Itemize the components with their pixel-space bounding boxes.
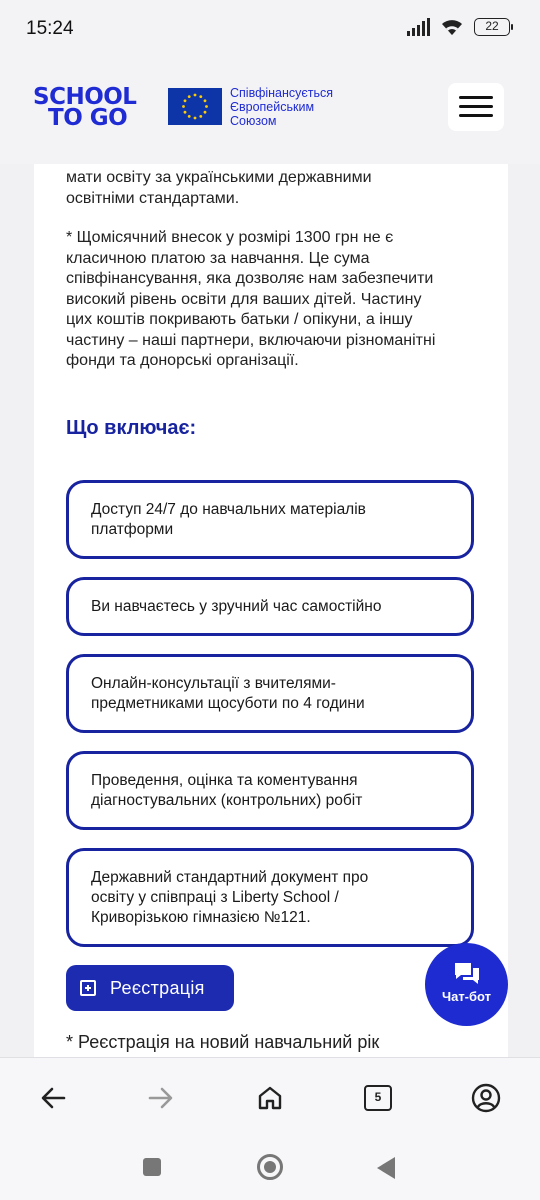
text-line: фонди та донорські організації. xyxy=(66,352,299,369)
tabs-button[interactable] xyxy=(360,1080,396,1116)
wifi-icon xyxy=(440,18,464,36)
feature-card xyxy=(66,577,474,636)
profile-button[interactable] xyxy=(468,1080,504,1116)
forward-arrow-icon xyxy=(148,1087,174,1109)
system-back-icon[interactable] xyxy=(377,1157,395,1179)
logo-line-2: TO GO xyxy=(48,105,128,131)
text-line: мати освіту за українськими державними xyxy=(66,169,372,186)
home-button[interactable] xyxy=(252,1080,288,1116)
text-line: Державний стандартний документ про xyxy=(91,868,369,886)
text-line: високий рівень освіти для ваших дітей. Частину xyxy=(66,290,422,308)
text-line: Доступ 24/7 до навчальних матеріалів xyxy=(91,500,366,518)
text-line: частину – наші партнери, включаючи різноманітні xyxy=(66,331,436,349)
battery-icon: 22 xyxy=(474,18,510,36)
forward-button[interactable] xyxy=(143,1080,179,1116)
eu-text-line-2: Європейським xyxy=(230,100,315,114)
hamburger-menu-button[interactable] xyxy=(448,83,504,131)
text-line: платформи xyxy=(91,520,174,538)
hamburger-menu-icon xyxy=(459,96,493,99)
eu-flag-icon xyxy=(168,88,222,125)
text-line: діагностувальних (контрольних) робіт xyxy=(91,791,363,809)
status-time: 15:24 xyxy=(26,18,74,39)
feature-card xyxy=(66,480,474,559)
feature-text xyxy=(91,500,366,540)
back-button[interactable] xyxy=(35,1080,71,1116)
eu-cofunded-text xyxy=(230,86,333,128)
registration-footnote: * Реєстрація на новий навчальний рік xyxy=(66,1032,380,1052)
register-button[interactable] xyxy=(66,965,234,1011)
hamburger-menu-icon-bar xyxy=(459,105,493,108)
logo-line-1: SCHOOL xyxy=(33,84,137,110)
plus-square-icon xyxy=(80,980,96,996)
chat-bot-button[interactable] xyxy=(425,943,508,1026)
main-content xyxy=(34,164,508,1057)
text-line: Криворізькою гімназією №121. xyxy=(91,908,311,926)
chat-bubbles-icon xyxy=(453,961,481,987)
browser-nav-bar xyxy=(0,1057,540,1135)
feature-card xyxy=(66,751,474,830)
text-line: освітніми стандартами. xyxy=(66,189,240,207)
eu-text-line-3: Союзом xyxy=(230,114,277,128)
feature-text xyxy=(91,868,368,928)
feature-card xyxy=(66,848,474,947)
text-line: освіту у співпраці з Liberty School / xyxy=(91,888,339,906)
text-line: співфінансування, яка дозволяє нам забезпечити xyxy=(66,270,434,287)
status-bar xyxy=(0,0,540,58)
back-arrow-icon xyxy=(40,1087,66,1109)
feature-text xyxy=(91,674,365,714)
text-line: * Щомісячний внесок у розмірі 1300 грн не є xyxy=(66,229,394,246)
feature-text xyxy=(91,597,381,617)
paragraph-standards xyxy=(66,168,486,209)
text-line: Онлайн-консультації з вчителями- xyxy=(91,674,336,692)
register-button-label: Реєстрація xyxy=(110,977,205,998)
home-icon xyxy=(257,1085,283,1111)
status-icons xyxy=(406,18,510,36)
signal-icon xyxy=(406,18,430,36)
text-line: Ви навчаєтесь у зручний час самостійно xyxy=(91,597,382,615)
section-title-includes: Що включає: xyxy=(66,417,197,439)
system-home-icon[interactable] xyxy=(257,1154,283,1180)
chat-bot-label: Чат-бот xyxy=(441,989,492,1004)
feature-card xyxy=(66,654,474,733)
system-nav-bar xyxy=(0,1135,540,1200)
feature-text xyxy=(91,771,362,811)
text-line: Проведення, оцінка та коментування xyxy=(91,771,358,789)
tabs-icon: 5 xyxy=(364,1085,392,1111)
site-header xyxy=(0,58,540,164)
text-line: цих коштів покривають батьки / опікуни, а іншу xyxy=(66,311,413,328)
paragraph-fee-note xyxy=(66,228,486,372)
hamburger-menu-icon-bar xyxy=(459,114,493,117)
school-to-go-logo[interactable] xyxy=(33,84,137,131)
recent-apps-icon[interactable] xyxy=(143,1158,161,1176)
text-line: класичною платою за навчання. Це сума xyxy=(66,249,370,267)
eu-text-line-1: Співфінансується xyxy=(230,86,334,100)
profile-icon xyxy=(471,1083,501,1113)
text-line: предметниками щосуботи по 4 години xyxy=(91,694,365,712)
